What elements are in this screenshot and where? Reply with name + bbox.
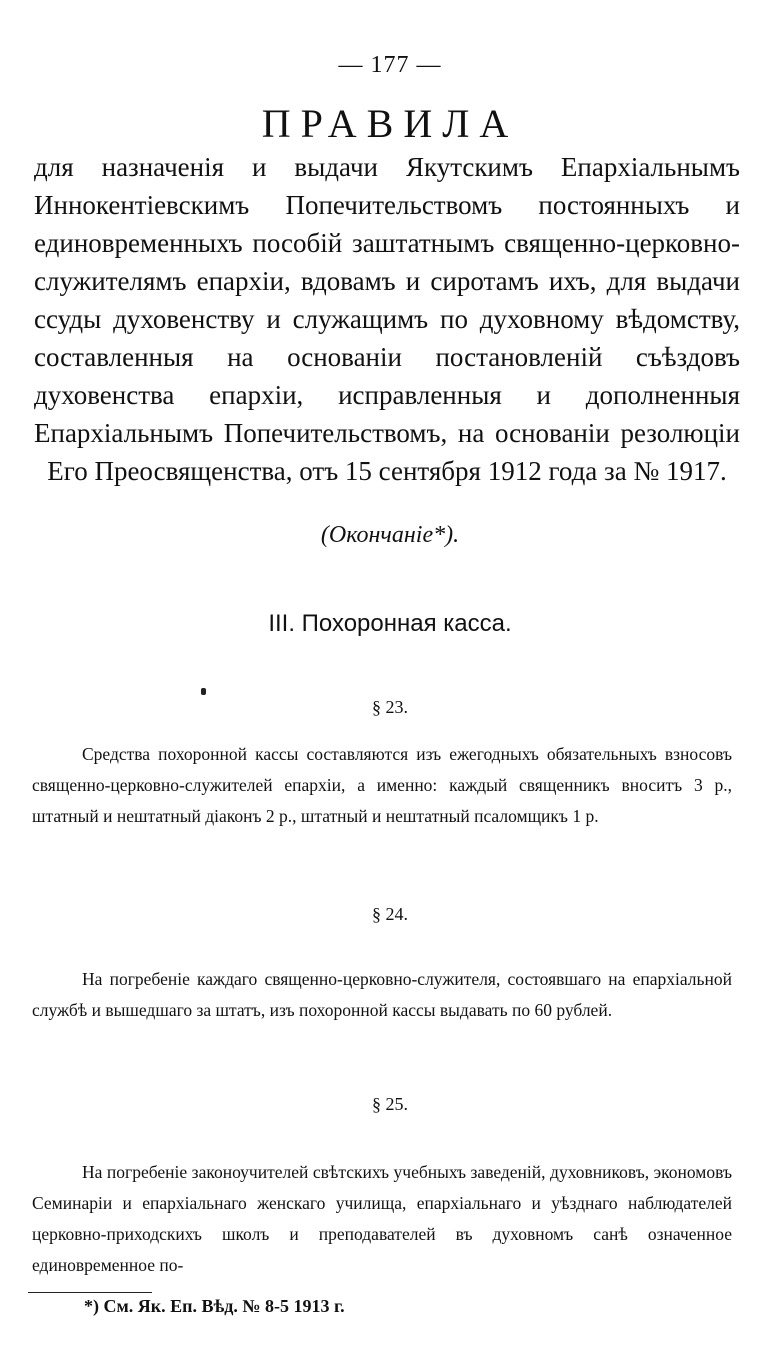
- paragraph-mark-24: § 24.: [372, 904, 408, 924]
- paragraph-text-23: Средства похоронной кассы составляются изъ ежегодныхъ обязательныхъ взносовъ священно-церковно-служителей епархіи, а именно: каждый священникъ вноситъ 3 р., штатный и нештатный діаконъ 2 р., штатный и нештатный псаломщикъ 1 р.: [32, 744, 732, 826]
- print-speck: [201, 688, 206, 695]
- paragraph-text-25: На погребеніе законоучителей свѣтскихъ учебныхъ заведеній, духовниковъ, экономовъ Семинаріи и епархіальнаго женскаго училища, епархіальнаго и уѣзднаго наблюдателей церковно-приходскихъ школъ и преподавателей въ духовномъ санѣ означенное единовременное по-: [32, 1162, 732, 1275]
- paragraph-mark-23: § 23.: [372, 697, 408, 717]
- page-number: — 177 —: [338, 52, 442, 78]
- paragraph-text-24: На погребеніе каждаго священно-церковно-служителя, состоявшаго на епархіальной службѣ и вышедшаго за штатъ, изъ похоронной кассы выдавать по 60 рублей.: [32, 969, 732, 1020]
- continuation-note: (Окончаніе*).: [320, 522, 460, 548]
- document-title: ПРАВИЛА: [261, 101, 519, 146]
- footnote: *) См. Як. Еп. Вѣд. № 8-5 1913 г.: [84, 1296, 345, 1316]
- document-subtitle: для назначенія и выдачи Якутскимъ Епархіальнымъ Иннокентіевскимъ Попечительствомъ постоянныхъ и единовременныхъ пособій заштатнымъ священно-церковно-служителямъ епархіи, вдовамъ и сиротамъ ихъ, для выдачи ссуды духовенству и служащимъ по духовному вѣдомству, составленныя на основаніи постановленій съѣздовъ духовенства епархіи, исправленныя и дополненныя Епархіальнымъ Попечительствомъ, на основаніи резолюціи Его Преосвященства, отъ 15 сентября 1912 года за № 1917.: [34, 152, 740, 486]
- section-heading: III. Похоронная касса.: [268, 610, 512, 637]
- paragraph-mark-25: § 25.: [372, 1094, 408, 1114]
